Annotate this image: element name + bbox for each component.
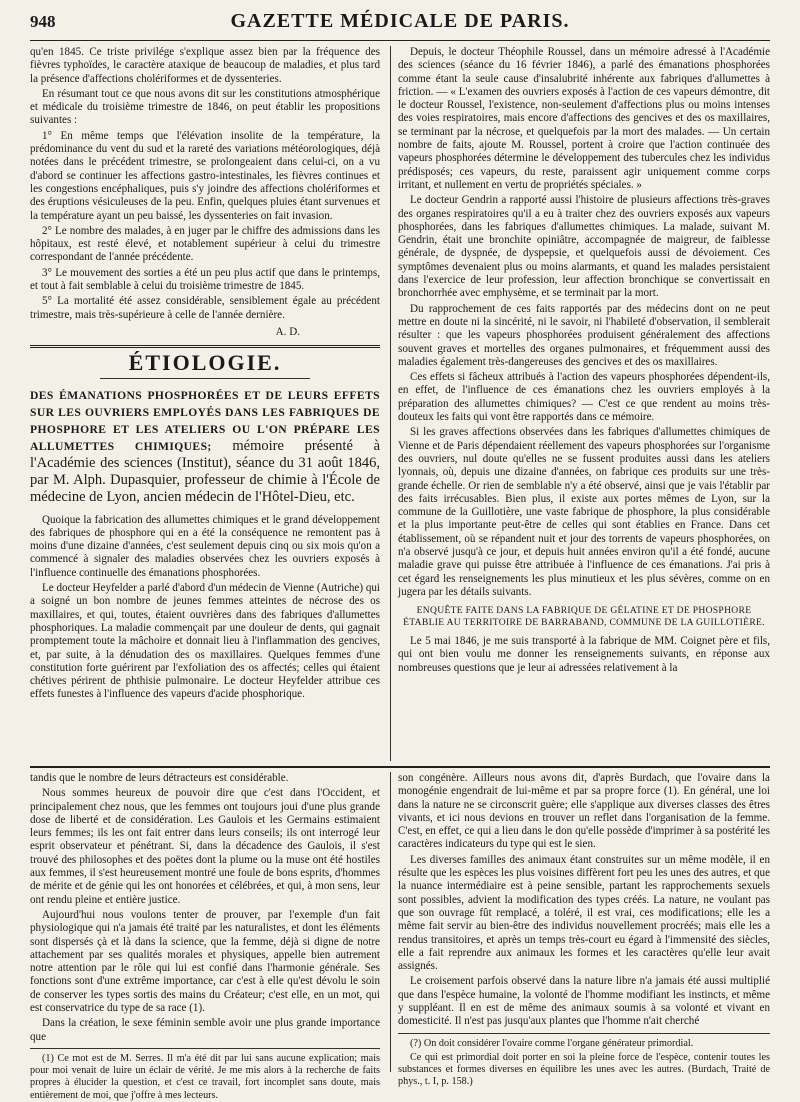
footnote: (?) On doit considérer l'ovaire comme l'organe générateur primordial.: [410, 1037, 694, 1049]
paragraph: Le docteur Gendrin a rapporté aussi l'histoire de plusieurs affections très-graves des organes respiratoires qu'il a eu à traiter chez des ouvriers exposés aux vapeurs phosphorées, dans les fabriques d'allumettes chimiques. La malade, suivant M. Gendrin, était une bronchite opiniâtre, accompagnée de maigreur, de faiblesse générale, de dyspnée, de dyspepsie, et quelquefois aussi de dévoiement. Ces symptômes devenaient plus ou moins alarmants, et quand les malades persistaient dans l'exercice de leur profession, leur affection bronchique se convertissait en bronchorrhée avec emphysème, et se terminait par la mort.: [398, 194, 770, 300]
paragraph: Quoique la fabrication des allumettes chimiques et le grand développement des fabriques de phosphore qui en a été la conséquence ne remontent pas à moins d'une dizaine d'années, c'est seulement depuis cinq ou six mois qu'on a commencé à signaler des maladies observées chez les ouvriers exposés à l'influence continuelle des émanations phosphorées.: [30, 513, 380, 579]
section-title: ÉTIOLOGIE.: [128, 350, 282, 376]
footnote-rule: [30, 1048, 380, 1049]
column-divider: [390, 772, 391, 1072]
paragraph: 2° Le nombre des malades, à en juger par le chiffre des admissions dans les hôpitaux, est resté élevé, et notablement supérieur à celui du trimestre correspondant de l'année précédente.: [30, 224, 380, 264]
top-left-column: [30, 46, 380, 761]
paragraph: qu'en 1845. Ce triste privilége s'explique assez bien par la fréquence des fièvres typhoïdes, le caractère ataxique de beaucoup de maladies, et plus tard la présence d'affections cholériformes et de dyssenteries.: [30, 46, 380, 85]
paragraph: Nous sommes heureux de pouvoir dire que c'est dans l'Occident, et principalement chez nous, que les femmes ont toujours joui d'une plus grande dose de liberté et de considération. Les Gaulois et les Germains estimaient leurs femmes; ils les ont fait entrer dans leurs conseils; ils ont interrogé leur esprit observateur et pénétrant. Si, dans la décadence des Gaulois, il s'est trouvé des philosophes et des poëtes dont la plume ou la muse ont été hostiles aux femmes, il s'est heureusement montré une foule de bons esprits, d'hommes de mérite et de génie qui les ont honorées et célébrées, et qui, à mon sens, leur ont rendu pleine et entière justice.: [30, 787, 380, 906]
column-divider: [390, 46, 391, 761]
paragraph: 1° En même temps que l'élévation insolite de la température, la prédominance du vent du sud et la rareté des variations météorologiques, déjà notées dans le précédent trimestre, se prolongeaient dans celui-ci, on a vu d'abord se continuer les affections gastro-intestinales, les fièvres continues et les congestions encéphaliques, puis s'y joindre des affections cholériformes et des éruptions vésiculeuses de la peu. Enfin, quelques pluies étant survenues et la température ayant un peu baissé, les dyssenteries on fait invasion.: [30, 129, 380, 222]
inquiry-subheading: ENQUÊTE FAITE DANS LA FABRIQUE DE GÉLATINE ET DE PHOSPHORE ÉTABLIE AU TERRITOIRE DE BARRABAND, COMMUNE DE LA GUILLOTIÈRE.: [403, 605, 765, 629]
paragraph: Depuis, le docteur Théophile Roussel, dans un mémoire adressé à l'Académie des sciences (séance du 16 février 1846), a parlé des émanations phosphorées comme étant la seule cause d'insalubrité inhérente aux fabriques d'allumettes à friction. — « L'examen des ouvriers exposés à l'action de ces vapeurs démontre, dit le docteur Roussel, l'existence, non-seulement d'affections plus ou moins intenses des voies respiratoires, mais encore d'affections des gencives et des os maxillaires, se terminant par la nécrose, et quelquefois par la mort des malades. — Un certain nombre de faits, ajoute M. Roussel, portent à croire que l'action continuée des vapeurs phosphorées détermine le développement des tubercules chez les individus prédisposés; ces vapeurs, du reste, paraissent agir uniquement comme corps irritant, et nullement en vertu de propriétés spéciales. »: [398, 46, 770, 191]
paragraph: Dans la création, le sexe féminin semble avoir une plus grande importance que: [30, 1017, 380, 1043]
title-rule: [100, 378, 310, 379]
paragraph: 5° La mortalité été assez considérable, sensiblement égale au précédent trimestre, mais très-supérieure à celle de l'année dernière.: [30, 295, 380, 321]
page-number: 948: [30, 12, 56, 31]
journal-title: GAZETTE MÉDICALE DE PARIS.: [230, 10, 570, 32]
section-rule: [30, 345, 380, 348]
paragraph: Les diverses familles des animaux étant construites sur un même modèle, il en résulte que les espèces les plus voisines diffèrent fort peu les unes des autres, et que la nuance intermédiaire est à peine sensible, partant les rapprochements sexuels sont possibles, advient la modification des types créés. La nature, ne voulant pas que son ouvrage fût remplacé, a toléré, il est vrai, ces modifications; elle les a même fait servir au bien-être des individus nouvellement procréés; mais elle les a rendus transitoires, et après un temps très-court eu égard à l'immensité des siècles, elle a fait reprendre aux animaux les formes et les caractères qu'elle leur avait assignés.: [398, 853, 770, 973]
paragraph: Aujourd'hui nous voulons tenter de prouver, par l'exemple d'un fait physiologique qui n'a jamais été traité par les naturalistes, et dont les éléments sont dispersés çà et là dans la science, que la femme, déjà si digne de notre attachement par ses qualités morales et physiques, appelle bien autrement notre attention par le rôle qui lui est confié dans l'harmonie générale. Ses fonctions sont d'une extrême importance, car c'est à elle qu'est dévolu le soin de conserver les types sortis des mains du Créateur; c'est elle, en un mot, qui est conservatrice du type de sa race (1).: [30, 908, 380, 1015]
paragraph: son congénère. Ailleurs nous avons dit, d'après Burdach, que l'ovaire dans la monogénie engendrait de lui-même et par sa propre force (1). En général, une loi dans la nature ne se circonscrit guère; elle s'applique aux diverses classes des êtres vivants, et ici nous devions en trouver un reflet dans l'organisation de la femme. C'est, en effet, ce qui a lieu dans le don qu'elle possède d'imprimer à sa postérité les caractères indicateurs du type qui est le sien.: [398, 772, 770, 851]
bottom-left-column: [30, 772, 380, 1101]
paragraph: Le croisement parfois observé dans la nature libre n'a jamais été aussi multiplié que dans l'espèce humaine, la volonté de l'homme modifiant les instincts, et même y suppléant. Il en est de même des animaux soumis à sa volonté et vivant en domesticité. Il n'est pas jusqu'aux plantes que l'homme n'ait cherché: [398, 975, 770, 1028]
page-header: [30, 4, 770, 38]
paragraph: Du rapprochement de ces faits rapportés par des médecins dont on ne peut mettre en doute ni la sincérité, ni le savoir, ni l'habileté d'observation, il semblerait résulter : que les vapeurs phosphorées produisent généralement des affections souvent graves et mortelles des organes pulmonaires, et fréquemment aussi des maladies également très-dangereuses des gencives et des os maxillaires.: [398, 302, 770, 368]
paragraph: 3° Le mouvement des sorties a été un peu plus actif que dans le printemps, et tout à fait semblable à celui du troisième trimestre de 1845.: [30, 266, 380, 293]
header-rule: [30, 40, 770, 41]
top-right-column: [398, 46, 770, 761]
paragraph: Le 5 mai 1846, je me suis transporté à la fabrique de MM. Coignet père et fils, qui ont bien voulu me donner les renseignements suivants, en réponse aux nombreuses questions que je leur ai adressées relativement à la: [398, 635, 770, 674]
article-title-caps: DES ÉMANATIONS PHOSPHORÉES ET DE LEURS EFFETS SUR LES OUVRIERS EMPLOYÉS DANS LES FABRIQUES DE PHOSPHORE ET LES ATELIERS OU L'ON PRÉPARE LES ALLUMETTES CHIMIQUES;: [30, 388, 380, 453]
paragraph: tandis que le nombre de leurs détracteurs est considérable.: [30, 772, 289, 784]
footnote-rule: [398, 1033, 770, 1034]
footnote: Ce qui est primordial doit porter en soi la pleine force de l'espèce, contenir toutes les substances et formes diverses en équilibre les unes avec les autres. (Burdach, Traité de phys., t. I, p. 158.): [398, 1051, 770, 1088]
bottom-right-column: [398, 772, 770, 1088]
signature: A. D.: [275, 325, 300, 338]
article-title: [30, 387, 380, 506]
article-title-rest: mémoire présenté à l'Académie des sciences (Institut), séance du 31 août 1846, par M. Alph. Dupasquier, professeur de chimie à l'École de médecine de Lyon, ancien médecin de l'Hôtel-Dieu, etc.: [30, 437, 381, 505]
footnote: (1) Ce mot est de M. Serres. Il m'a été dit par lui sans aucune explication; mais pour moi venait de luire un éclair de vérité. Je me mis alors à la recherche de faits propres à élucider la question, et c'est ce travail, fort incomplet sans doute, mais entièrement de moi, que j'offre à mes lecteurs.: [30, 1052, 380, 1101]
paragraph: Ces effets si fâcheux attribués à l'action des vapeurs phosphorées dépendent-ils, en effet, de l'influence de ces émanations chez les ouvriers employés à la préparation des allumettes chimiques? — C'est ce que rendent au moins très-douteux les faits qui vont être rapportés dans ce mémoire.: [398, 371, 770, 424]
paragraph: En résumant tout ce que nous avons dit sur les constitutions atmosphérique et médicale du troisième trimestre de 1846, on peut établir les propositions suivantes :: [30, 87, 380, 127]
paragraph: Le docteur Heyfelder a parlé d'abord d'un médecin de Vienne (Autriche) qui a soigné un bon nombre de jeunes femmes atteintes de nécrose des os maxillaires, et qui, toutes, étaient ouvrières dans des fabriques d'allumettes phosphoriques. La maladie commençait par une douleur de dents, qui gagnait promptement toute la mâchoire et donnait lieu à l'inflammation des gencives, et, par suite, à la dénudation des os maxillaires. Quelques femmes d'une constitution forte guérirent par l'exfoliation des os affectés; celles qui étaient chétives périrent de phthisie pulmonaire. Le docteur Heyfelder attribue ces effets funestes à l'influence des vapeurs d'acide phosphorique.: [30, 582, 380, 701]
paragraph: Si les graves affections observées dans les fabriques d'allumettes chimiques de Vienne et de Paris dépendaient réellement des vapeurs phosphorées sur l'organisme des ouvriers, nul doute qu'elles ne se fussent produites aussi dans les ateliers lyonnais, où, depuis une dizaine d'années, on fabrique ces produits sur une très-grande échelle. Or rien de semblable n'y a été observé, ainsi que je vais l'établir par des faits irrécusables. Bien plus, il existe aux portes mêmes de Lyon, sur la commune de la Guillotière, une vaste fabrique de phosphore, la plus considérable et la plus importante peut-être de celles qui sont établies en France. Dans cet établissement, où se répandent nuit et jour des torrents de vapeurs phosphorées, on n'a observé jusqu'à ce jour, et depuis huit années environ qu'il a été fondé, aucune maladie grave qui puisse être attribuée à l'influence de ces émanations. J'ai pris à cet égard les renseignements les plus minutieux et les plus sévères, comme on en jugera par les détails suivants.: [398, 426, 770, 598]
feuilleton-rule: [30, 766, 770, 768]
